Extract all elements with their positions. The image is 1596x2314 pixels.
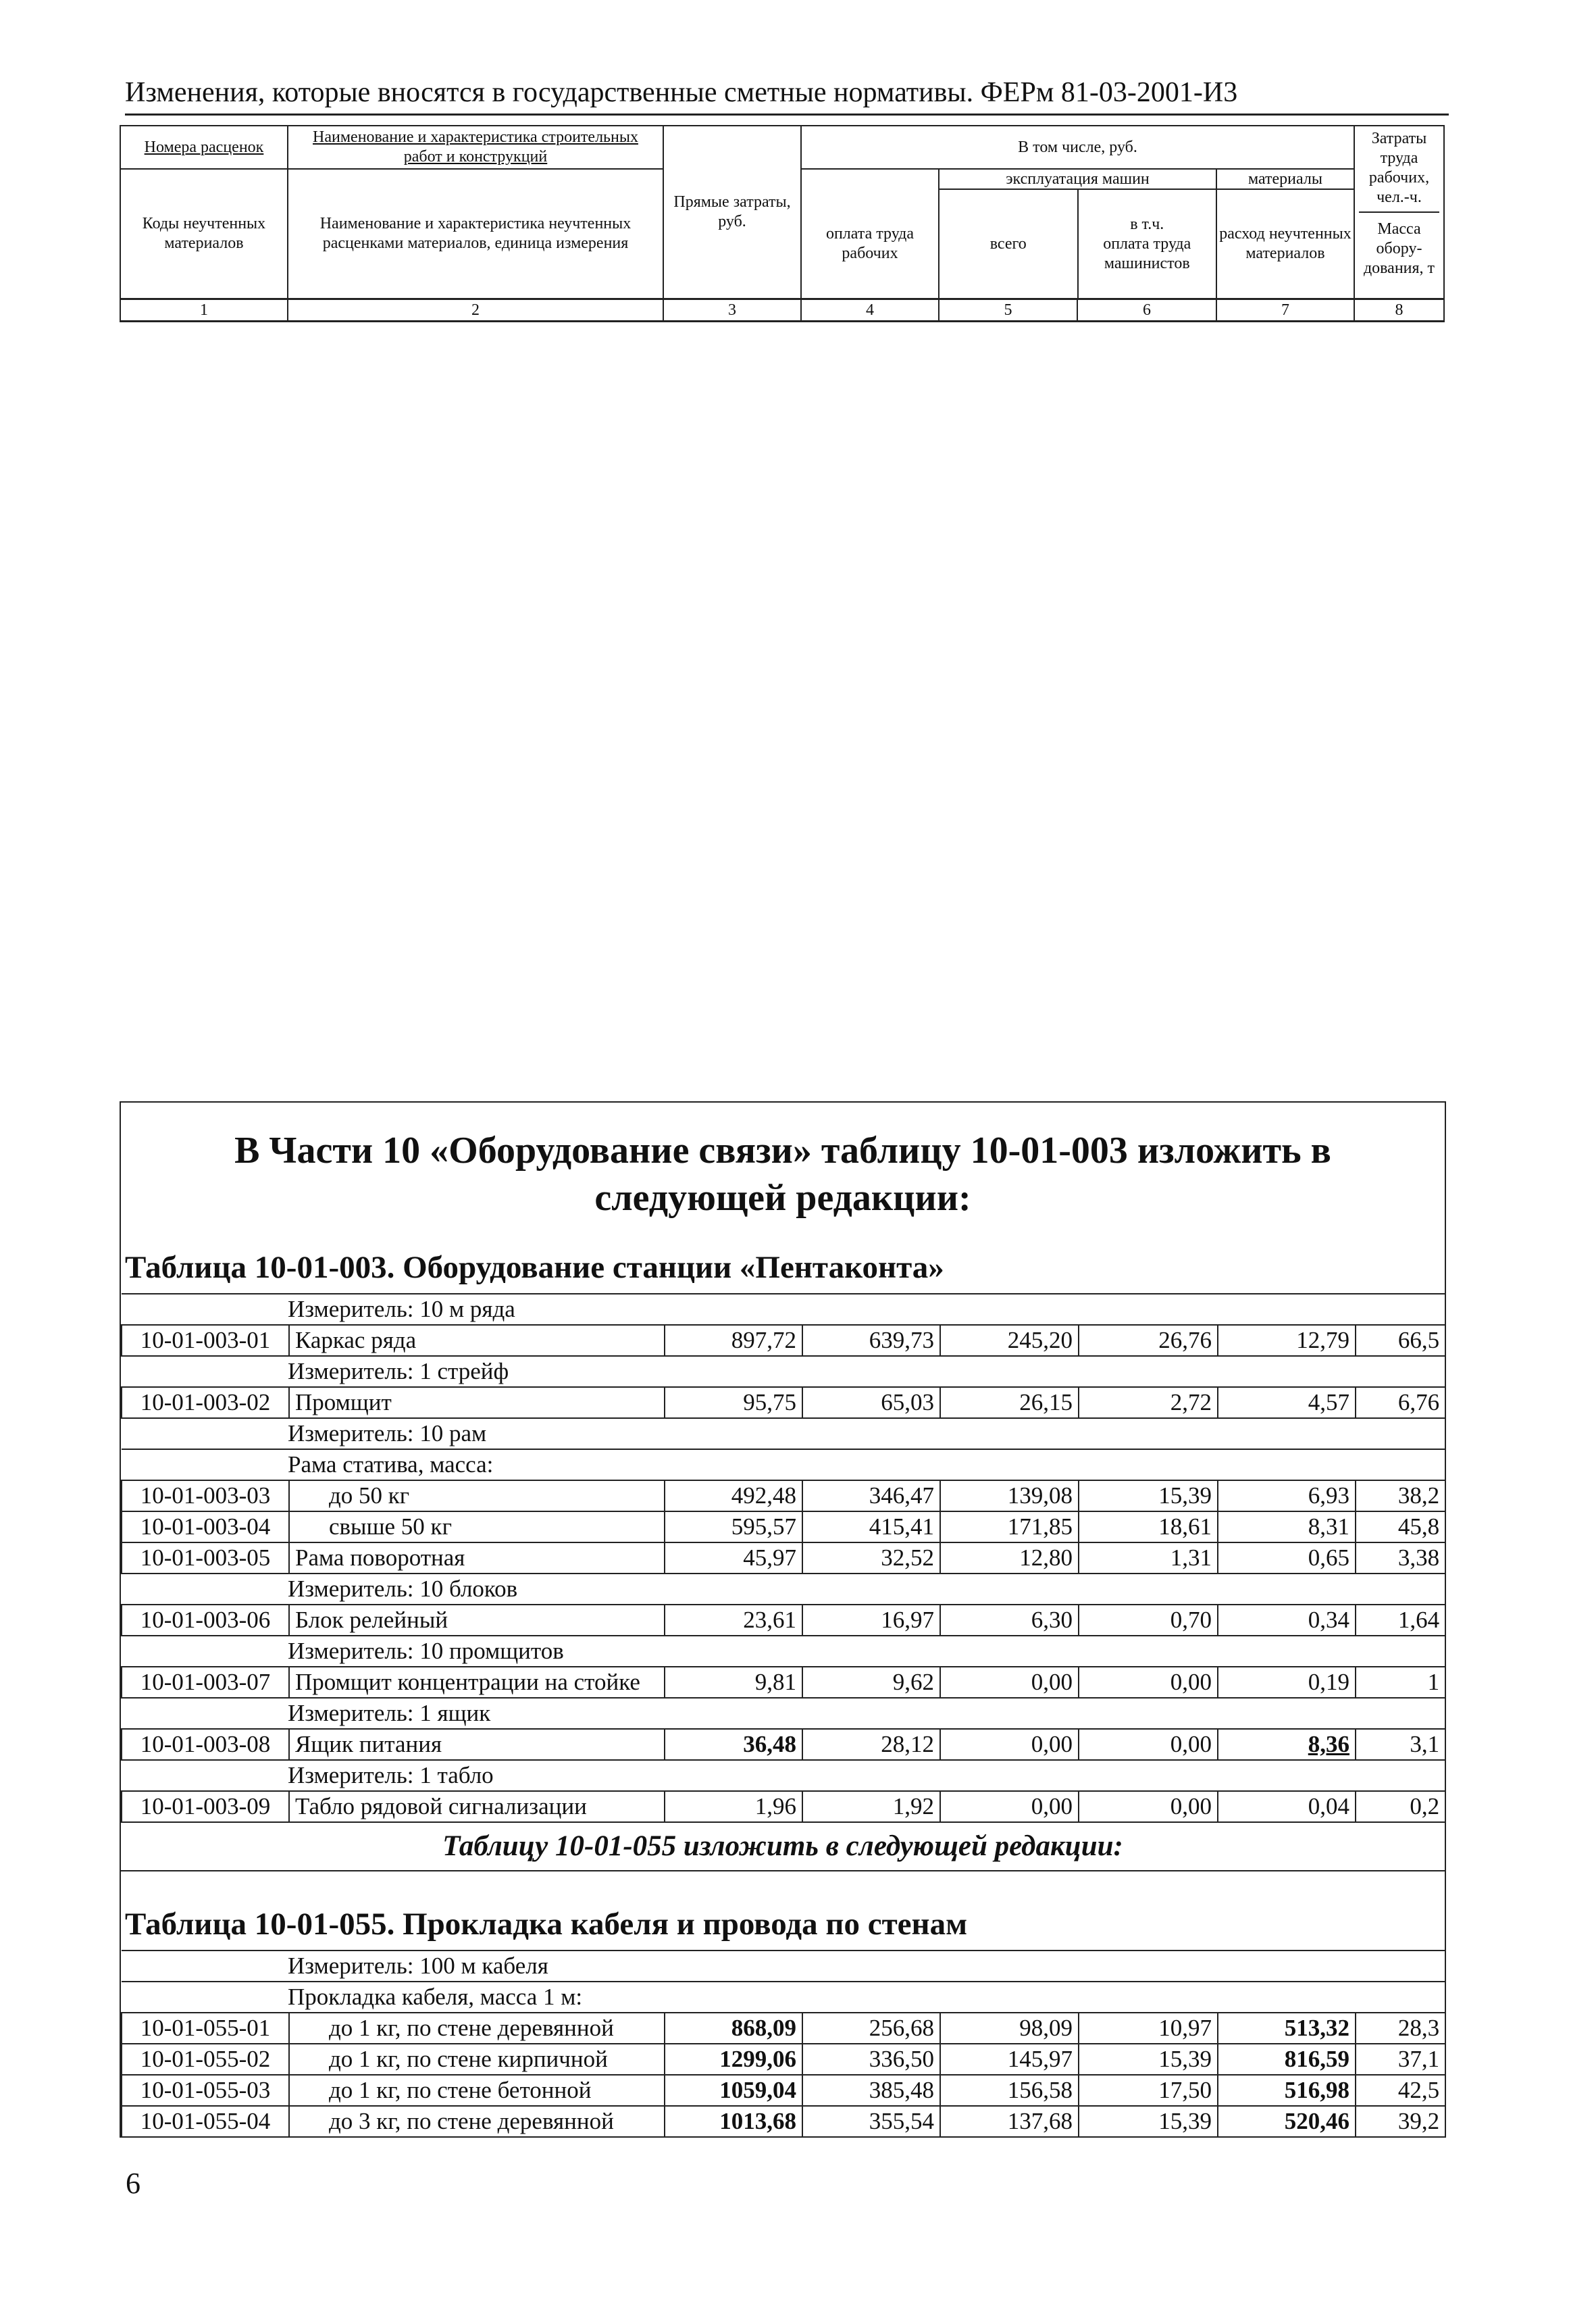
col-number: 8 [1354, 299, 1444, 322]
col5-header: всего [939, 190, 1079, 298]
col-number: 3 [663, 299, 801, 322]
table1-title: Таблица 10-01-003. Оборудование станции «Пентаконта» [125, 1250, 944, 1285]
table-row: 10-01-003-09 Табло рядовой сигнализации 1,96 1,92 0,00 0,00 0,04 0,2 [122, 1791, 1445, 1822]
measure-row: Измеритель: 10 блоков [122, 1574, 1445, 1605]
measure-row: Измеритель: 10 рам [122, 1418, 1445, 1449]
table-10-01-055 [121, 1950, 1446, 2138]
table-row: 10-01-003-02 Промщит 95,75 65,03 26,15 2,72 4,57 6,76 [122, 1387, 1445, 1418]
subheading-row: Прокладка кабеля, масса 1 м: [122, 1982, 1445, 2013]
table-row: 10-01-055-03 до 1 кг, по стене бетонной 1059,04 385,48 156,58 17,50 516,98 42,5 [122, 2075, 1445, 2106]
table-row: 10-01-003-07 Промщит концентрации на стойке 9,81 9,62 0,00 0,00 0,19 1 [122, 1667, 1445, 1698]
col-number: 1 [120, 299, 288, 322]
col1-top-header: Номера расценок [120, 126, 288, 169]
column-header-table [120, 125, 1445, 322]
amendment-frame [120, 1101, 1446, 2138]
col-number: 6 [1077, 299, 1216, 322]
col4-header: оплата труда рабочих [801, 169, 939, 299]
page-number: 6 [126, 2167, 140, 2200]
table-row: 10-01-003-04 свыше 50 кг 595,57 415,41 171,85 18,61 8,31 45,8 [122, 1511, 1445, 1542]
col8-header: Затраты труда рабочих, чел.-ч. Масса обору-дования, т [1354, 126, 1444, 299]
group-incl-header: В том числе, руб. [801, 126, 1354, 169]
machines-group: эксплуатация машин всего в т.ч. оплата труда машинистов [939, 169, 1216, 299]
col-number: 7 [1216, 299, 1354, 322]
col3-header: Прямые затраты, руб. [663, 126, 801, 299]
table-row: 10-01-003-01 Каркас ряда 897,72 639,73 245,20 26,76 12,79 66,5 [122, 1325, 1445, 1356]
col-number: 5 [939, 299, 1077, 322]
col6-top-header: в т.ч. [1130, 215, 1164, 233]
measure-row: Измеритель: 1 ящик [122, 1698, 1445, 1729]
measure-row: Измеритель: 10 промщитов [122, 1636, 1445, 1667]
measure-row: Измеритель: 1 табло [122, 1760, 1445, 1791]
measure-row: Измеритель: 1 стрейф [122, 1356, 1445, 1387]
measure-row: Измеритель: 100 м кабеля [122, 1951, 1445, 1982]
col7-header: расход неучтенных материалов [1219, 225, 1352, 262]
subheading-row: Рама статива, масса: [122, 1449, 1445, 1480]
col-number: 2 [288, 299, 663, 322]
table2-instruction-banner: Таблицу 10-01-055 изложить в следующей редакции: [121, 1823, 1445, 1871]
col-number: 4 [801, 299, 939, 322]
col2-bottom-header: Наименование и характеристика неучтенных расценками материалов, единица измерения [288, 169, 663, 299]
page-header-title: Изменения, которые вносятся в государственные сметные нормативы. ФЕРм 81-03-2001-И3 [125, 76, 1449, 116]
table-10-01-003 [121, 1293, 1446, 1823]
table-row: 10-01-055-01 до 1 кг, по стене деревянной 868,09 256,68 98,09 10,97 513,32 28,3 [122, 2013, 1445, 2044]
table-row: 10-01-003-06 Блок релейный 23,61 16,97 6,30 0,70 0,34 1,64 [122, 1605, 1445, 1636]
col1-bottom-header: Коды неучтенных материалов [120, 169, 288, 299]
table-row: 10-01-055-02 до 1 кг, по стене кирпичной 1299,06 336,50 145,97 15,39 816,59 37,1 [122, 2044, 1445, 2075]
table-row: 10-01-003-08 Ящик питания 36,48 28,12 0,00 0,00 8,36 3,1 [122, 1729, 1445, 1760]
section-heading: В Части 10 «Оборудование связи» таблицу 10-01-003 изложить в следующей редакции: [234, 1130, 1331, 1219]
col2-top-header: Наименование и характеристика строительных работ и конструкций [288, 126, 663, 169]
table-row: 10-01-003-05 Рама поворотная 45,97 32,52 12,80 1,31 0,65 3,38 [122, 1542, 1445, 1574]
table2-title: Таблица 10-01-055. Прокладка кабеля и провода по стенам [125, 1907, 968, 1942]
materials-group: материалы расход неучтенных материалов [1216, 169, 1354, 299]
measure-row: Измеритель: 10 м ряда [122, 1294, 1445, 1325]
table-row: 10-01-055-04 до 3 кг, по стене деревянной 1013,68 355,54 137,68 15,39 520,46 39,2 [122, 2106, 1445, 2137]
table-row: 10-01-003-03 до 50 кг 492,48 346,47 139,08 15,39 6,93 38,2 [122, 1480, 1445, 1511]
col6-header: оплата труда машинистов [1103, 234, 1191, 272]
